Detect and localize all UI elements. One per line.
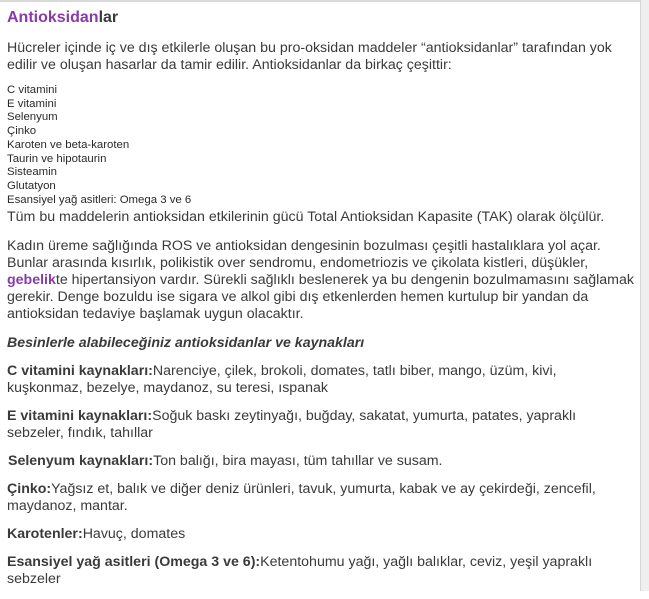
page-title <box>7 8 635 28</box>
section-heading: Besinlerle alabileceğiniz antioksidanlar ve kaynakları <box>7 335 365 352</box>
source-text: Narenciye, çilek, brokoli, domates, tatlı biber, mango, üzüm, kivi, kuşkonmaz, bezelye, maydanoz, su teresi, ıspanak <box>7 363 557 397</box>
health-paragraph <box>7 238 635 323</box>
source-text: Ton balığı, bira mayası, tüm tahıllar ve susam. <box>153 453 443 470</box>
source-label: Selenyum kaynakları: <box>8 453 154 470</box>
list-item: Glutatyon <box>7 179 56 192</box>
source-esansiyel <box>7 554 635 588</box>
source-label: Esansiyel yağ asitleri (Omega 3 ve 6): <box>7 554 261 571</box>
health-text-after: te hipertansiyon vardır. Sürekli sağlıklı beslenerek ya bu dengenin bozulmamasını sağlamak gerekir. Denge bozuldu ise sigara ve alkol gibi dış etkenlerden hemen kurtulup bir yandan da antioksidan tedaviye başlamak uygun olacaktır. <box>7 272 634 323</box>
source-cinko <box>7 481 635 515</box>
antioxidant-list <box>7 84 635 207</box>
source-label: E vitamini kaynakları: <box>7 408 153 425</box>
tak-paragraph: Tüm bu maddelerin antioksidan etkilerinin gücü Total Antioksidan Kapasite (TAK) olarak ölçülür. <box>7 209 605 226</box>
source-label: Çinko: <box>7 481 52 498</box>
source-text: Soğuk baskı zeytinyağı, buğday, sakatat, yumurta, patates, yapraklı sebzeler, fındık, tahıllar <box>7 408 577 442</box>
list-item: Esansiyel yağ asitleri: Omega 3 ve 6 <box>7 193 192 206</box>
source-c-vitamin <box>7 363 635 397</box>
health-text-before: Kadın üreme sağlığında ROS ve antioksidan dengesinin bozulması çeşitli hastalıklara yol açar. Bunlar arasında kısırlık, polikistik over sendromu, endometriozis ve çikolata kistleri, düşükler, <box>7 238 601 272</box>
source-text: Ketentohumu yağı, yağlı balıklar, ceviz, yeşil yapraklı sebzeler <box>7 554 593 588</box>
source-karotenler <box>7 526 635 543</box>
list-item: Çinko <box>7 125 37 138</box>
list-item: Taurin ve hipotaurin <box>7 152 107 165</box>
source-selenyum <box>8 453 635 470</box>
source-text: Havuç, domates <box>82 526 186 543</box>
intro-paragraph: Hücreler içinde iç ve dış etkilerle oluşan bu pro-oksidan maddeler “antioksidanlar” tarafından yok edilir ve oluşan hasarlar da tamir edilir. Antioksidanlar da birkaç çeşittir: <box>7 40 612 73</box>
list-item: Selenyum <box>7 111 58 124</box>
scrollbar[interactable] <box>640 0 649 591</box>
source-label: Karotenler: <box>7 526 83 543</box>
title-highlight: Antioksidan <box>7 9 99 26</box>
list-item: C vitamini <box>7 84 58 96</box>
list-item: Karoten ve beta-karoten <box>7 138 130 151</box>
article <box>7 8 635 599</box>
source-text: Yağsız et, balık ve diğer deniz ürünleri, tavuk, yumurta, kabak ve ay çekirdeği, zencefil, maydanoz, mantar. <box>7 481 596 515</box>
source-label: C vitamini kaynakları: <box>7 363 153 380</box>
title-rest: lar <box>98 9 119 26</box>
top-border <box>0 0 649 2</box>
list-item: E vitamini <box>7 97 57 110</box>
gebelik-link[interactable]: gebelik <box>7 272 56 289</box>
list-item: Sisteamin <box>7 166 58 179</box>
source-e-vitamin <box>7 408 635 442</box>
